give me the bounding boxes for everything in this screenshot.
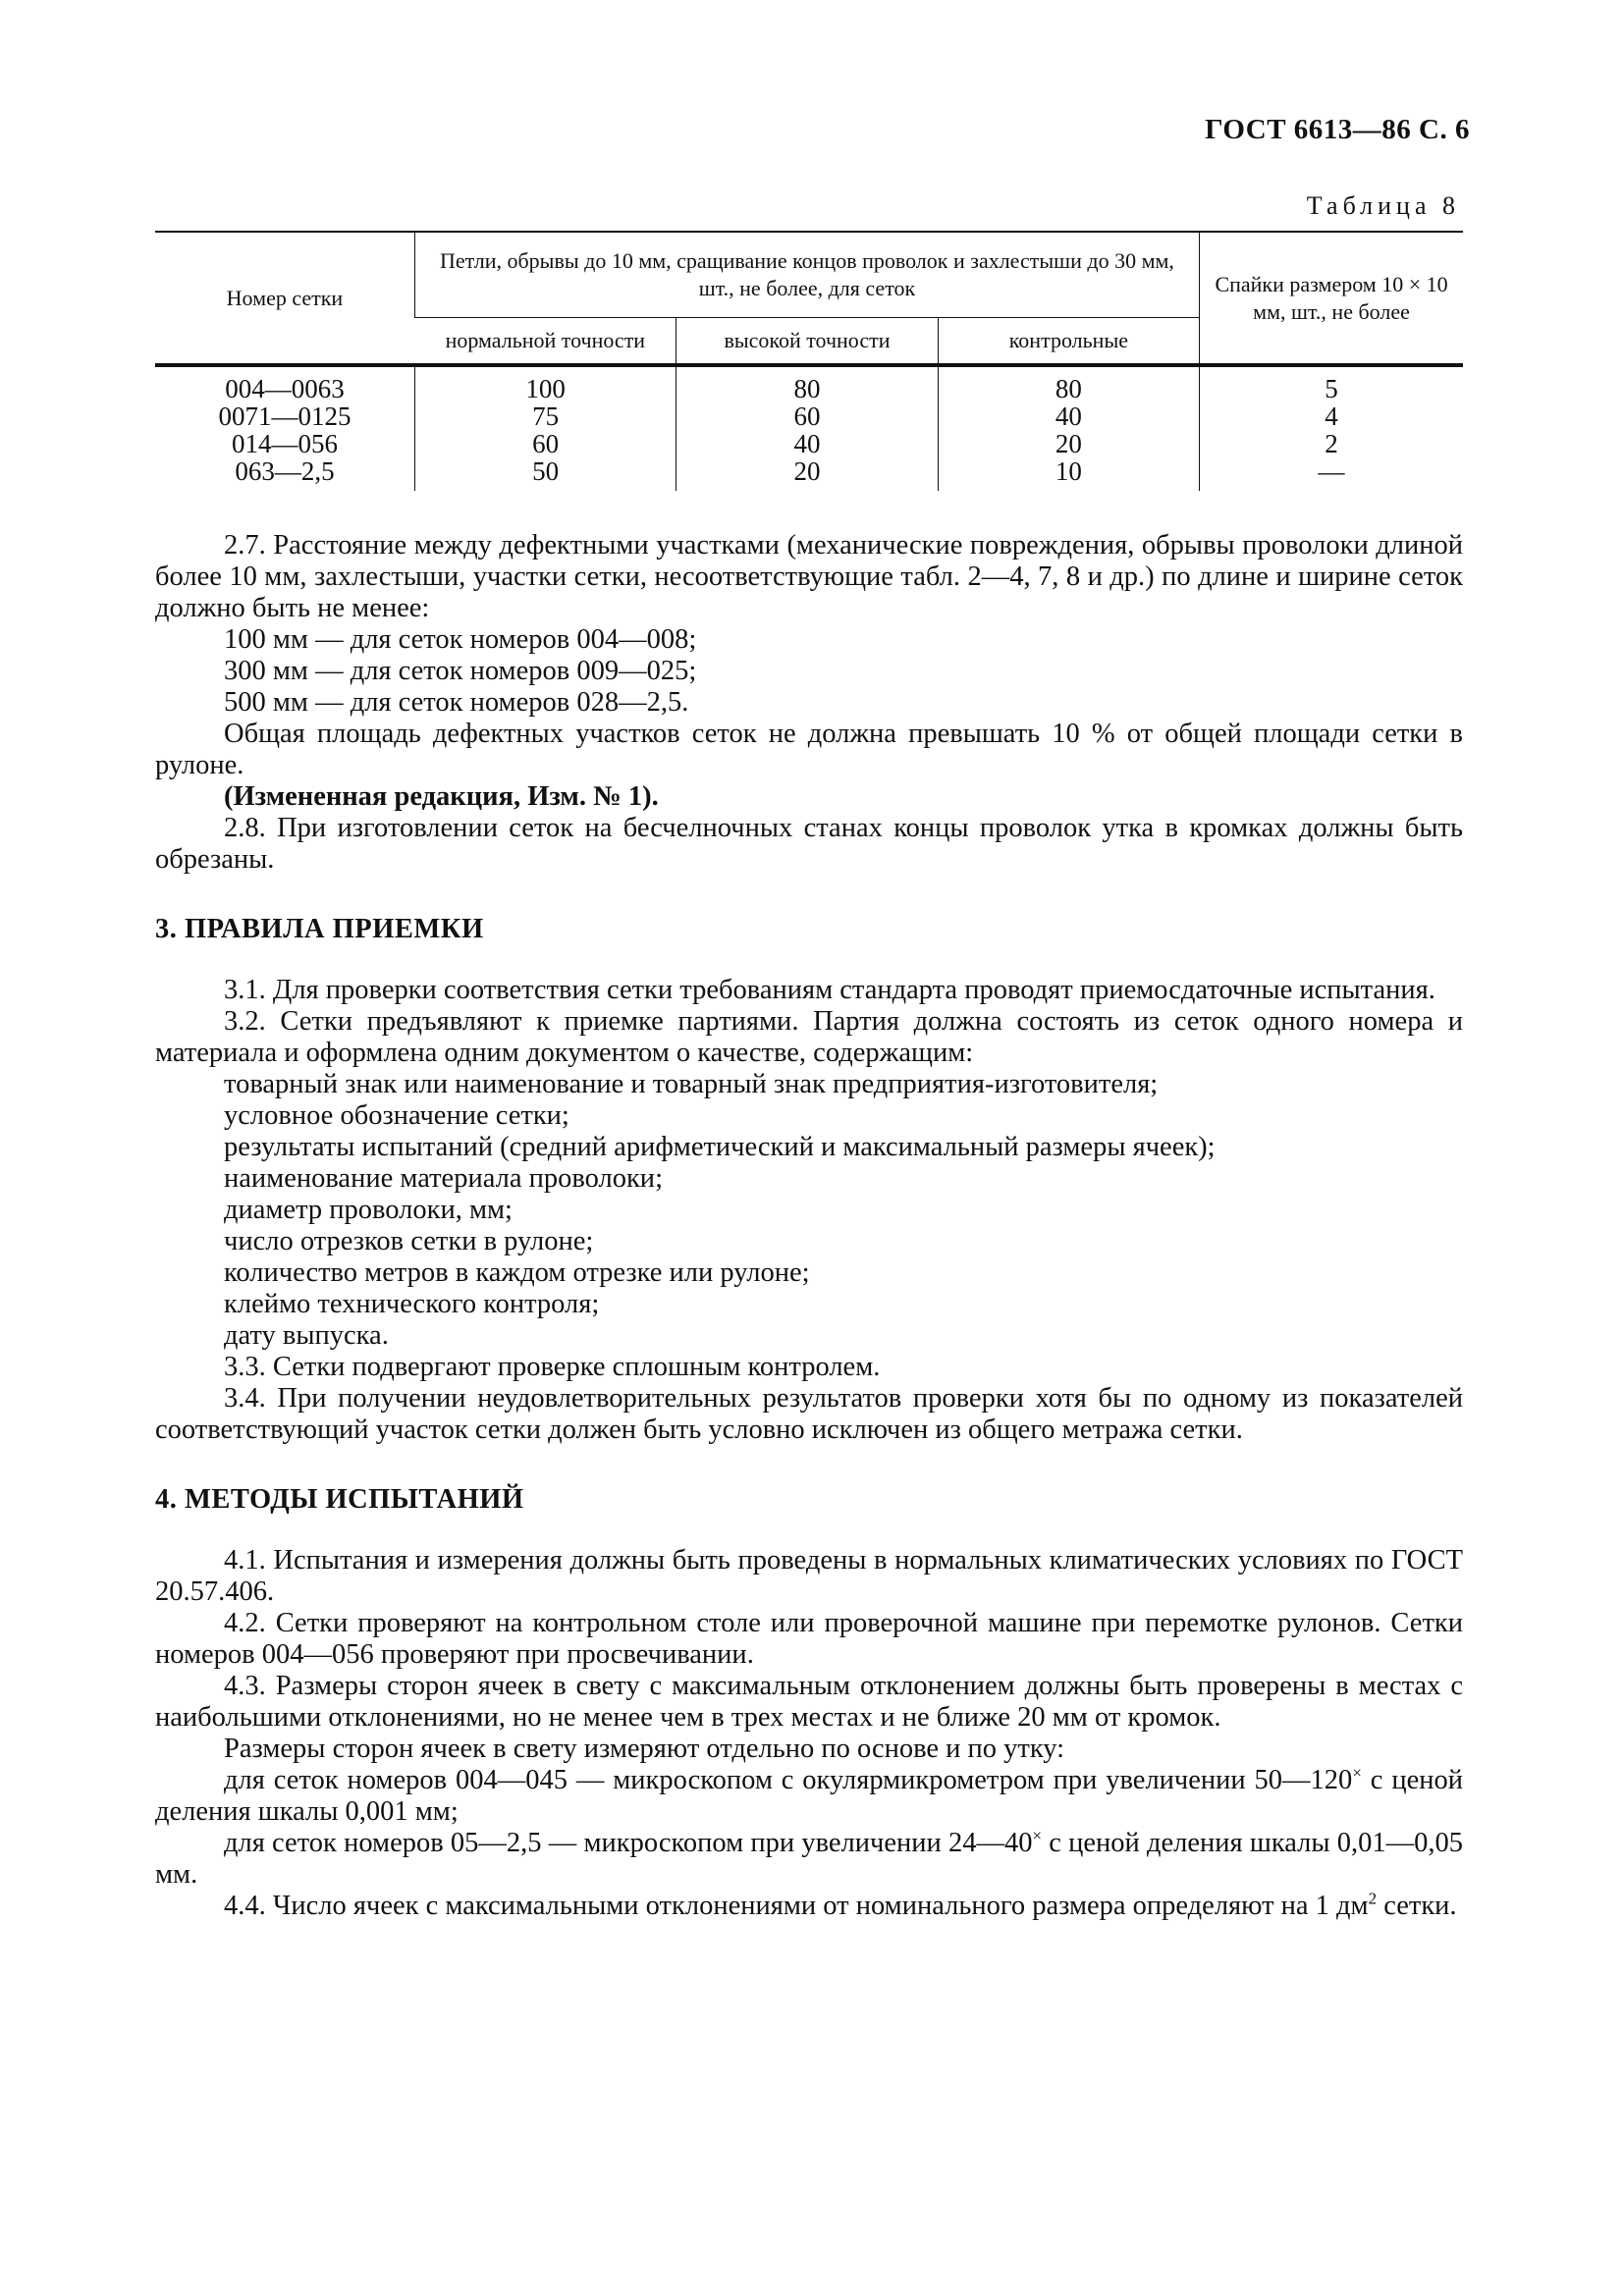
table-cell: 5 — [1200, 365, 1463, 402]
table-row — [155, 365, 1463, 402]
paragraph-3-1: 3.1. Для проверки соответствия сетки требованиям стандарта проводят приемосдаточные испытания. — [224, 975, 1435, 1005]
paragraph-2-7: 2.7. Расстояние между дефектными участками (механические повреждения, обрывы проволоки длиной более 10 мм, захлестыши, участки сетки, несоответствующие табл. 2—4, 7, 8 и др.) по длине и ширине сеток должно быть не менее: — [155, 530, 1463, 623]
table-cell: 40 — [938, 402, 1199, 430]
table-cell: 60 — [414, 430, 676, 457]
paragraph-4-4 — [155, 1891, 1463, 1922]
table-cell: 4 — [1200, 402, 1463, 430]
header-high-precision: высокой точности — [676, 318, 938, 366]
amendment-note: (Измененная редакция, Изм. № 1). — [224, 781, 659, 812]
table-cell: 063—2,5 — [235, 456, 335, 486]
table-cell: 100 — [414, 365, 676, 402]
list-item: количество метров в каждом отрезке или рулоне; — [224, 1257, 810, 1288]
table-cell: 004—0063 — [225, 374, 345, 403]
header-control: контрольные — [938, 318, 1199, 366]
header-normal-precision: нормальной точности — [414, 318, 676, 366]
list-item: число отрезков сетки в рулоне; — [224, 1226, 594, 1256]
table-cell: 2 — [1200, 430, 1463, 457]
superscript: × — [1032, 1826, 1043, 1845]
paragraph-4-3-c — [155, 1765, 1463, 1828]
paragraph-3-2: 3.2. Сетки предъявляют к приемке партиями. Партия должна состоять из сеток одного номера и материала и оформлена одним документом о качестве, содержащим: — [155, 1006, 1463, 1068]
list-item: товарный знак или наименование и товарный знак предприятия-изготовителя; — [224, 1069, 1159, 1099]
list-item: дату выпуска. — [224, 1320, 389, 1351]
paragraph-3-4: 3.4. При получении неудовлетворительных результатов проверки хотя бы по одному из показателей соответствующий участок сетки должен быть условно исключен из общего метража сетки. — [155, 1383, 1463, 1445]
table-cell: — — [1200, 457, 1463, 491]
list-item: наименование материала проволоки; — [224, 1163, 663, 1194]
list-item: 500 мм — для сеток номеров 028—2,5. — [224, 687, 689, 718]
list-item: условное обозначение сетки; — [224, 1100, 569, 1131]
table-cell: 0071—0125 — [218, 401, 352, 431]
table-row — [155, 430, 1463, 457]
table-caption: Таблица 8 — [1306, 191, 1460, 220]
list-item: результаты испытаний (средний арифметический и максимальный размеры ячеек); — [224, 1132, 1216, 1162]
page-header: ГОСТ 6613—86 С. 6 — [1205, 114, 1470, 145]
text-span: с ценой деления шкалы 0,01—0,05 мм. — [155, 1828, 1463, 1890]
section-title-acceptance: 3. ПРАВИЛА ПРИЕМКИ — [155, 914, 484, 944]
body-text — [155, 530, 1478, 1922]
section-title-test-methods: 4. МЕТОДЫ ИСПЫТАНИЙ — [155, 1484, 524, 1515]
text-span: сетки. — [1377, 1891, 1457, 1921]
list-item: 100 мм — для сеток номеров 004—008; — [224, 624, 697, 655]
text-span: для сеток номеров 004—045 — микроскопом с окулярмикрометром при увеличении 50—120 — [224, 1765, 1353, 1795]
paragraph-4-3-b: Размеры сторон ячеек в свету измеряют отдельно по основе и по утку: — [224, 1734, 1065, 1764]
table-cell: 75 — [414, 402, 676, 430]
table-cell: 40 — [676, 430, 938, 457]
list-item: 300 мм — для сеток номеров 009—025; — [224, 656, 697, 686]
text-span: с ценой деления шкалы 0,001 мм; — [155, 1765, 1464, 1827]
paragraph-defect-area: Общая площадь дефектных участков сеток не должна превышать 10 % от общей площади сетки в рулоне. — [155, 719, 1463, 780]
superscript: 2 — [1368, 1889, 1378, 1908]
table-cell: 60 — [676, 402, 938, 430]
text-span: 4.4. Число ячеек с максимальными отклонениями от номинального размера определяют на 1 дм — [224, 1891, 1369, 1921]
table-row — [155, 402, 1463, 430]
paragraph-4-3-d — [155, 1828, 1463, 1891]
paragraph-3-3: 3.3. Сетки подвергают проверке сплошным контролем. — [224, 1352, 881, 1382]
paragraph-2-8: 2.8. При изготовлении сеток на бесчелночных станах концы проволок утка в кромках должны быть обрезаны. — [155, 813, 1463, 875]
table-cell: 10 — [938, 457, 1199, 491]
table-cell: 20 — [676, 457, 938, 491]
list-item: клеймо технического контроля; — [224, 1289, 600, 1319]
table-cell: 014—056 — [231, 429, 338, 458]
header-defects-group: Петли, обрывы до 10 мм, сращивание концов проволок и захлестыши до 30 мм, шт., не более, для сеток — [414, 232, 1199, 318]
table-cell: 80 — [938, 365, 1199, 402]
table-cell: 20 — [938, 430, 1199, 457]
header-solder: Спайки размером 10 × 10 мм, шт., не более — [1200, 232, 1463, 365]
paragraph-4-3: 4.3. Размеры сторон ячеек в свету с максимальным отклонением должны быть проверены в местах с наибольшими отклонениями, но не менее чем в трех местах и не ближе 20 мм от кромок. — [155, 1671, 1463, 1733]
paragraph-4-1: 4.1. Испытания и измерения должны быть проведены в нормальных климатических условиях по ГОСТ 20.57.406. — [155, 1545, 1478, 1607]
paragraph-4-2: 4.2. Сетки проверяют на контрольном столе или проверочной машине при перемотке рулонов. Сетки номеров 004—056 проверяют при просвечивании. — [155, 1608, 1463, 1670]
text-span: для сеток номеров 05—2,5 — микроскопом при увеличении 24—40 — [224, 1828, 1033, 1858]
table-8 — [155, 231, 1463, 491]
header-number: Номер сетки — [155, 232, 414, 365]
table-cell: 50 — [414, 457, 676, 491]
superscript: × — [1352, 1763, 1362, 1783]
list-item: диаметр проволоки, мм; — [224, 1195, 513, 1225]
table-row — [155, 457, 1463, 491]
table-cell: 80 — [676, 365, 938, 402]
